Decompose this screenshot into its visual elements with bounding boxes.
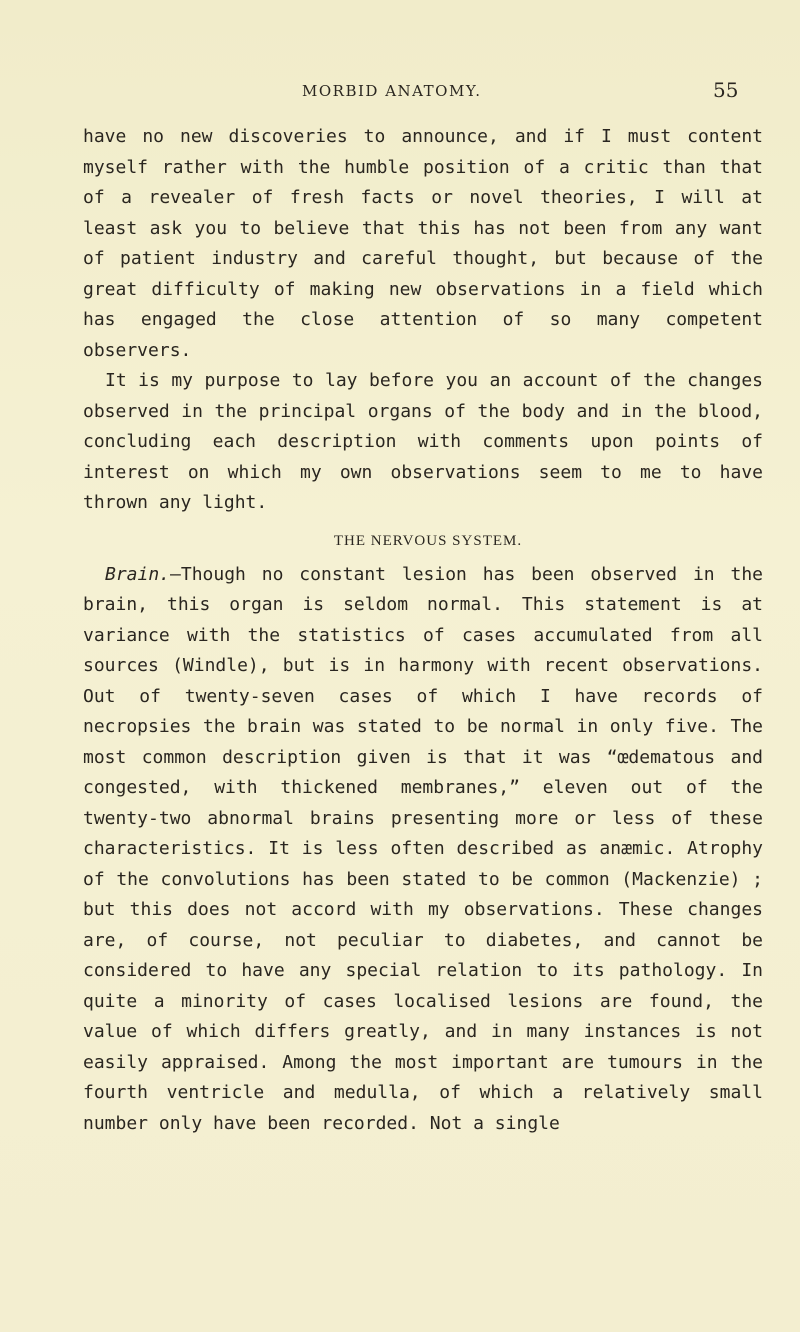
paragraph-lead: Brain.	[105, 563, 171, 585]
running-title: MORBID ANATOMY.	[302, 82, 482, 100]
page-number: 55	[713, 78, 739, 102]
running-head	[0, 78, 800, 106]
paragraph-brain	[83, 560, 763, 1140]
paragraph-intro: have no new discoveries to announce, and if I must content myself rather with the humble position of a critic than that of a revealer of fresh facts or novel theories, I will at least ask you to believe that this has not been from any want of patient industry and careful thought, but because of the great difficulty of making new observations in a field which has engaged the close attention of so many competent observers.	[83, 126, 763, 361]
paragraph-purpose: It is my purpose to lay before you an account of the changes observed in the principal organs of the body and in the blood, concluding each description with comments upon points of interest on which my own observations seem to me to have thrown any light.	[83, 370, 763, 513]
paragraph-brain-text: —Though no constant lesion has been observed in the brain, this organ is seldom normal. This statement is at variance with the statistics of cases accumulated from all sources (Windle), but is in harmony with recent observations. Out of twenty-seven cases of which I have records of necropsies the brain was stated to be normal in only five. The most common description given is that it was “œdematous and congested, with thickened membranes,” eleven out of the twenty-two abnormal brains presenting more or less of these characteristics. It is less often described as anæmic. Atrophy of the convolutions has been stated to be common (Mackenzie) ; but this does not accord with my observations. These changes are, of course, not peculiar to diabetes, and cannot be considered to have any special relation to its pathology. In quite a minority of cases localised lesions are found, the value of which differs greatly, and in many instances is not easily appraised. Among the most important are tumours in the fourth ventricle and medulla, of which a relatively small number only have been recorded. Not a single	[83, 563, 763, 1134]
body-text	[83, 122, 763, 1139]
section-heading: THE NERVOUS SYSTEM.	[333, 532, 523, 549]
